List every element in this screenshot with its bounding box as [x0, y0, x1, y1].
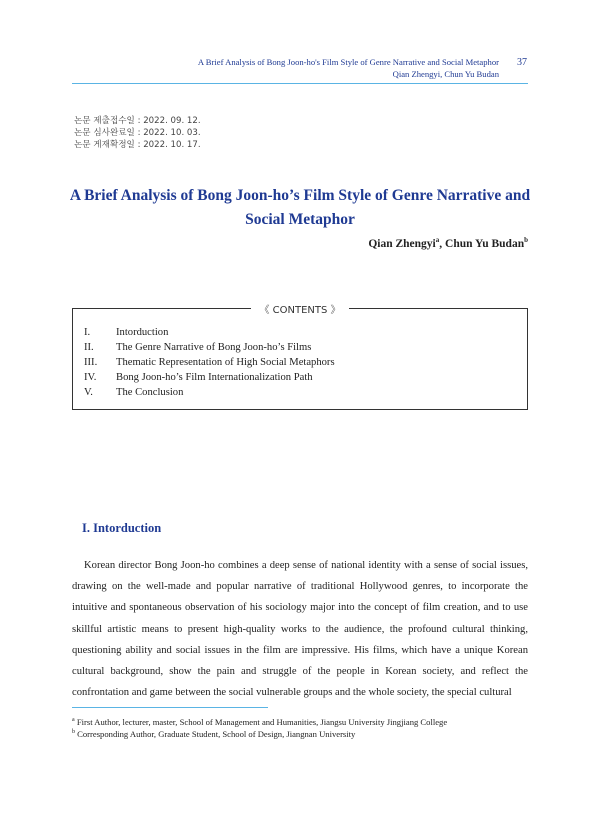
paper-title-line-2: Social Metaphor — [245, 211, 355, 228]
toc-item-text: Thematic Representation of High Social Metaphors — [116, 357, 335, 368]
date-reviewed: 논문 심사완료일 : 2022. 10. 03. — [74, 128, 201, 138]
footnote-text: First Author, lecturer, master, School of Management and Humanities, Jiangsu University Jingjiang College — [74, 717, 448, 727]
toc-item-number: I. — [84, 327, 91, 338]
second-author-mark: b — [524, 236, 528, 244]
toc-item — [84, 370, 313, 385]
toc-item-text: The Genre Narrative of Bong Joon-ho’s Films — [116, 342, 312, 353]
author-separator: , — [439, 237, 446, 250]
paper-title — [60, 184, 540, 232]
toc-item-text: Intorduction — [116, 327, 169, 338]
second-author: Chun Yu Budan — [445, 237, 525, 250]
footnote-rule — [72, 707, 268, 708]
toc-item — [84, 325, 168, 340]
authors-line — [368, 236, 528, 250]
toc-item-number: V. — [84, 387, 93, 398]
page-number: 37 — [517, 57, 527, 68]
toc-item-text: Bong Joon-ho’s Film Internationalization Path — [116, 372, 313, 383]
paper-title-line-1: A Brief Analysis of Bong Joon-ho’s Film Style of Genre Narrative and — [69, 187, 531, 204]
footnote-mark: a — [72, 717, 75, 724]
first-author-mark: a — [435, 236, 440, 244]
toc-item-text: The Conclusion — [116, 387, 184, 398]
body-paragraph: Korean director Bong Joon-ho combines a deep sense of national identity with a sense of social issues, drawing on the well-made and popular narrative of traditional Hollywood genres, to incorporate the intuitive and spontaneous observation of his sociology major into the concept of film creation, and to use skillful artistic means to present high-quality works to the audience, the profound cultural thinking, questioning ability and social issues in the film are impressive. His films, which have a unique Korean cultural background, show the pain and struggle of the people in Korean society, and reflect the confrontation and game between the social vulnerable groups and the whole society, the special cultural — [72, 560, 528, 699]
toc-item-number: IV. — [84, 372, 97, 383]
header-rule — [72, 83, 528, 84]
first-author: Qian Zhengyi — [368, 237, 436, 250]
date-accepted: 논문 게재확정일 : 2022. 10. 17. — [74, 140, 201, 150]
date-submitted: 논문 제출접수일 : 2022. 09. 12. — [74, 116, 201, 126]
footnote-b — [72, 729, 355, 739]
toc-item-number: III. — [84, 357, 98, 368]
toc-item — [84, 355, 335, 370]
toc-item — [84, 340, 311, 355]
section-heading: I. Intorduction — [82, 521, 162, 535]
footnote-mark: b — [72, 729, 75, 736]
toc-item-number: II. — [84, 342, 94, 353]
running-head-title: A Brief Analysis of Bong Joon-ho's Film Style of Genre Narrative and Social Metaphor — [197, 57, 499, 67]
contents-label: 《 CONTENTS 》 — [251, 305, 348, 316]
footnote-text: Corresponding Author, Graduate Student, School of Design, Jiangnan University — [75, 729, 356, 739]
toc-item — [84, 385, 183, 400]
contents-label-wrap — [0, 300, 600, 318]
running-head-authors: Qian Zhengyi, Chun Yu Budan — [392, 69, 499, 79]
footnote-a — [72, 717, 447, 727]
